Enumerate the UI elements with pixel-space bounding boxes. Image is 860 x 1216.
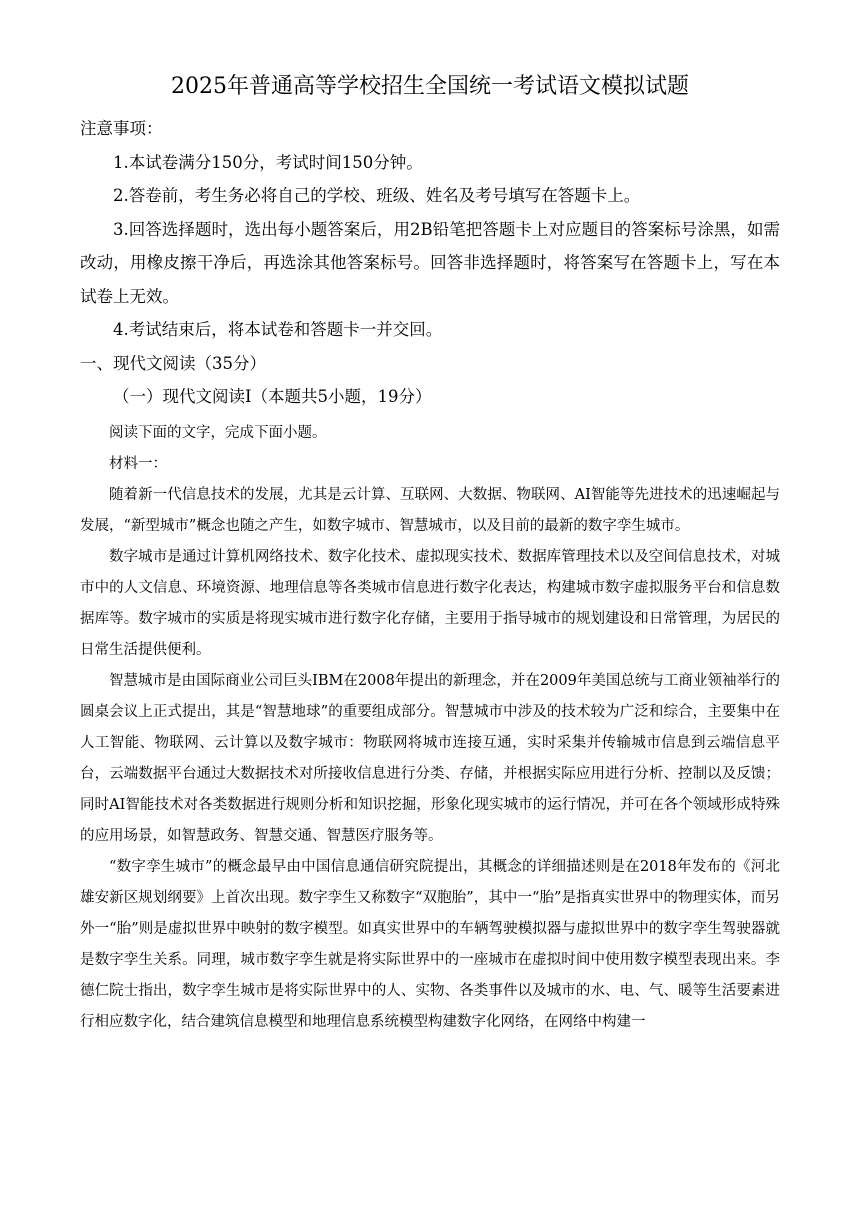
material-label: 材料一： <box>109 456 167 472</box>
material-paragraph: 智慧城市是由国际商业公司巨头IBM在2008年提出的新理念，并在2009年美国总统与工商业领袖举行的圆桌会议上正式提出，其是“智慧地球”的重要组成部分。智慧城市中涉及的技术较为广泛和综合，主要集中在人工智能、物联网、云计算以及数字城市：物联网将城市连接互通，实时采集并传输城市信息到云端信息平台，云端数据平台通过大数据技术对所接收信息进行分类、存储，并根据实际应用进行分析、控制以及反馈；同时AI智能技术对各类数据进行规则分析和知识挖掘，形象化现实城市的运行情况，并可在各个领域形成特殊的应用场景，如智慧政务、智慧交通、智慧医疗服务等。 <box>80 673 780 844</box>
material-paragraph: 随着新一代信息技术的发展，尤其是云计算、互联网、大数据、物联网、AI智能等先进技术的迅速崛起与发展，“新型城市”概念也随之产生，如数字城市、智慧城市，以及目前的最新的数字孪生城市。 <box>80 487 780 534</box>
material-paragraph: 数字城市是通过计算机网络技术、数字化技术、虚拟现实技术、数据库管理技术以及空间信息技术，对城市中的人文信息、环境资源、地理信息等各类城市信息进行数字化表达，构建城市数字虚拟服务平台和信息数据库等。数字城市的实质是将现实城市进行数字化存储，主要用于指导城市的规划建设和日常管理，为居民的日常生活提供便利。 <box>80 549 780 658</box>
reading-material <box>80 418 780 1038</box>
instruction-text: 阅读下面的文字，完成下面小题。 <box>109 425 327 441</box>
material-paragraph: “数字孪生城市”的概念最早由中国信息通信研究院提出，其概念的详细描述则是在2018年发布的《河北雄安新区规划纲要》上首次出现。数字孪生又称数字“双胞胎”，其中一“胎”是指真实世界中的物理实体，而另外一“胎”则是虚拟世界中映射的数字模型。如真实世界中的车辆驾驶模拟器与虚拟世界中的数字孪生驾驶器就是数字孪生关系。同理，城市数字孪生就是将实际世界中的一座城市在虚拟时间中使用数字模型表现出来。李德仁院士指出，数字孪生城市是将实际世界中的人、实物、各类事件以及城市的水、电、气、暖等生活要素进行相应数字化，结合建筑信息模型和地理信息系统模型构建数字化网络，在网络中构建一 <box>80 859 780 1030</box>
notice-item: 4.考试结束后，将本试卷和答题卡一并交回。 <box>113 320 443 339</box>
notice-item: 1.本试卷满分150分，考试时间150分钟。 <box>113 152 423 172</box>
page-title: 2025年普通高等学校招生全国统一考试语文模拟试题 <box>171 74 689 99</box>
notice-label: 注意事项： <box>80 119 163 138</box>
notice-item: 2.答卷前，考生务必将自己的学校、班级、姓名及考号填写在答题卡上。 <box>113 186 641 205</box>
subsection-heading: （一）现代文阅读Ⅰ（本题共5小题，19分） <box>113 387 432 406</box>
section-heading: 一、现代文阅读（35分） <box>80 353 266 373</box>
notice-item: 3.回答选择题时，选出每小题答案后，用2B铅笔把答题卡上对应题目的答案标号涂黑，如需改动，用橡皮擦干净后，再选涂其他答案标号。回答非选择题时，将答案写在答题卡上，写在本试卷上无效。 <box>80 219 780 306</box>
notice-section <box>80 112 780 414</box>
